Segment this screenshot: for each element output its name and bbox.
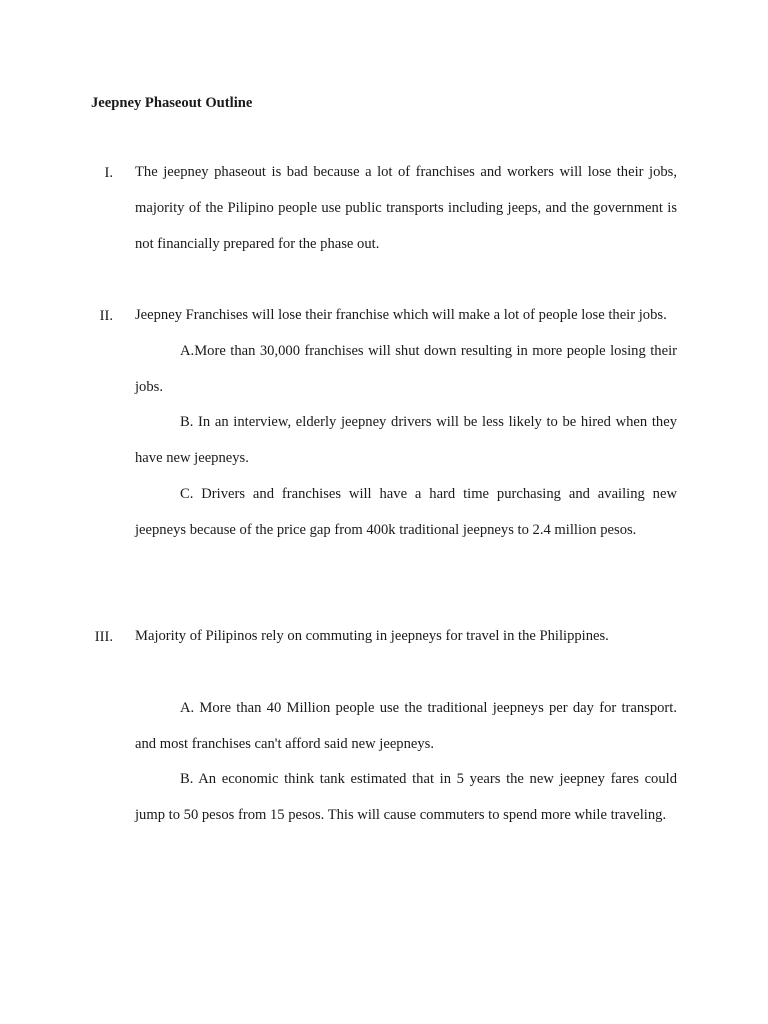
subpoint-a: A. More than 40 Million people use the traditional jeepneys per day for transport. and most franchises can't afford said new jeepneys.: [135, 699, 677, 752]
section-text: [135, 155, 677, 262]
subpoint-b: B. An economic think tank estimated that in 5 years the new jeepney fares could jump to 50 pesos from 15 pesos. This will cause commuters to spend more while traveling.: [135, 771, 677, 824]
section-numeral: II.: [99, 308, 113, 324]
subpoint-a: A.More than 30,000 franchises will shut down resulting in more people losing their jobs.: [135, 342, 677, 395]
section-main-text: The jeepney phaseout is bad because a lot of franchises and workers will lose their jobs, majority of the Pilipino people use public transports including jeeps, and the government is not financially prepared for the phase out.: [135, 164, 677, 252]
section-text: [135, 619, 677, 834]
section-text: [135, 298, 677, 549]
section-numeral: I.: [104, 165, 113, 181]
document-title: Jeepney Phaseout Outline: [91, 95, 253, 111]
subpoint-b: B. In an interview, elderly jeepney drivers will be less likely to be hired when they have new jeepneys.: [135, 414, 677, 467]
section-main-text: Majority of Pilipinos rely on commuting in jeepneys for travel in the Philippines.: [135, 628, 609, 644]
section-numeral: III.: [94, 629, 113, 645]
subpoint-c: C. Drivers and franchises will have a hard time purchasing and availing new jeepneys because of the price gap from 400k traditional jeepneys to 2.4 million pesos.: [135, 485, 677, 538]
section-main-text: Jeepney Franchises will lose their franchise which will make a lot of people lose their jobs.: [135, 307, 667, 323]
